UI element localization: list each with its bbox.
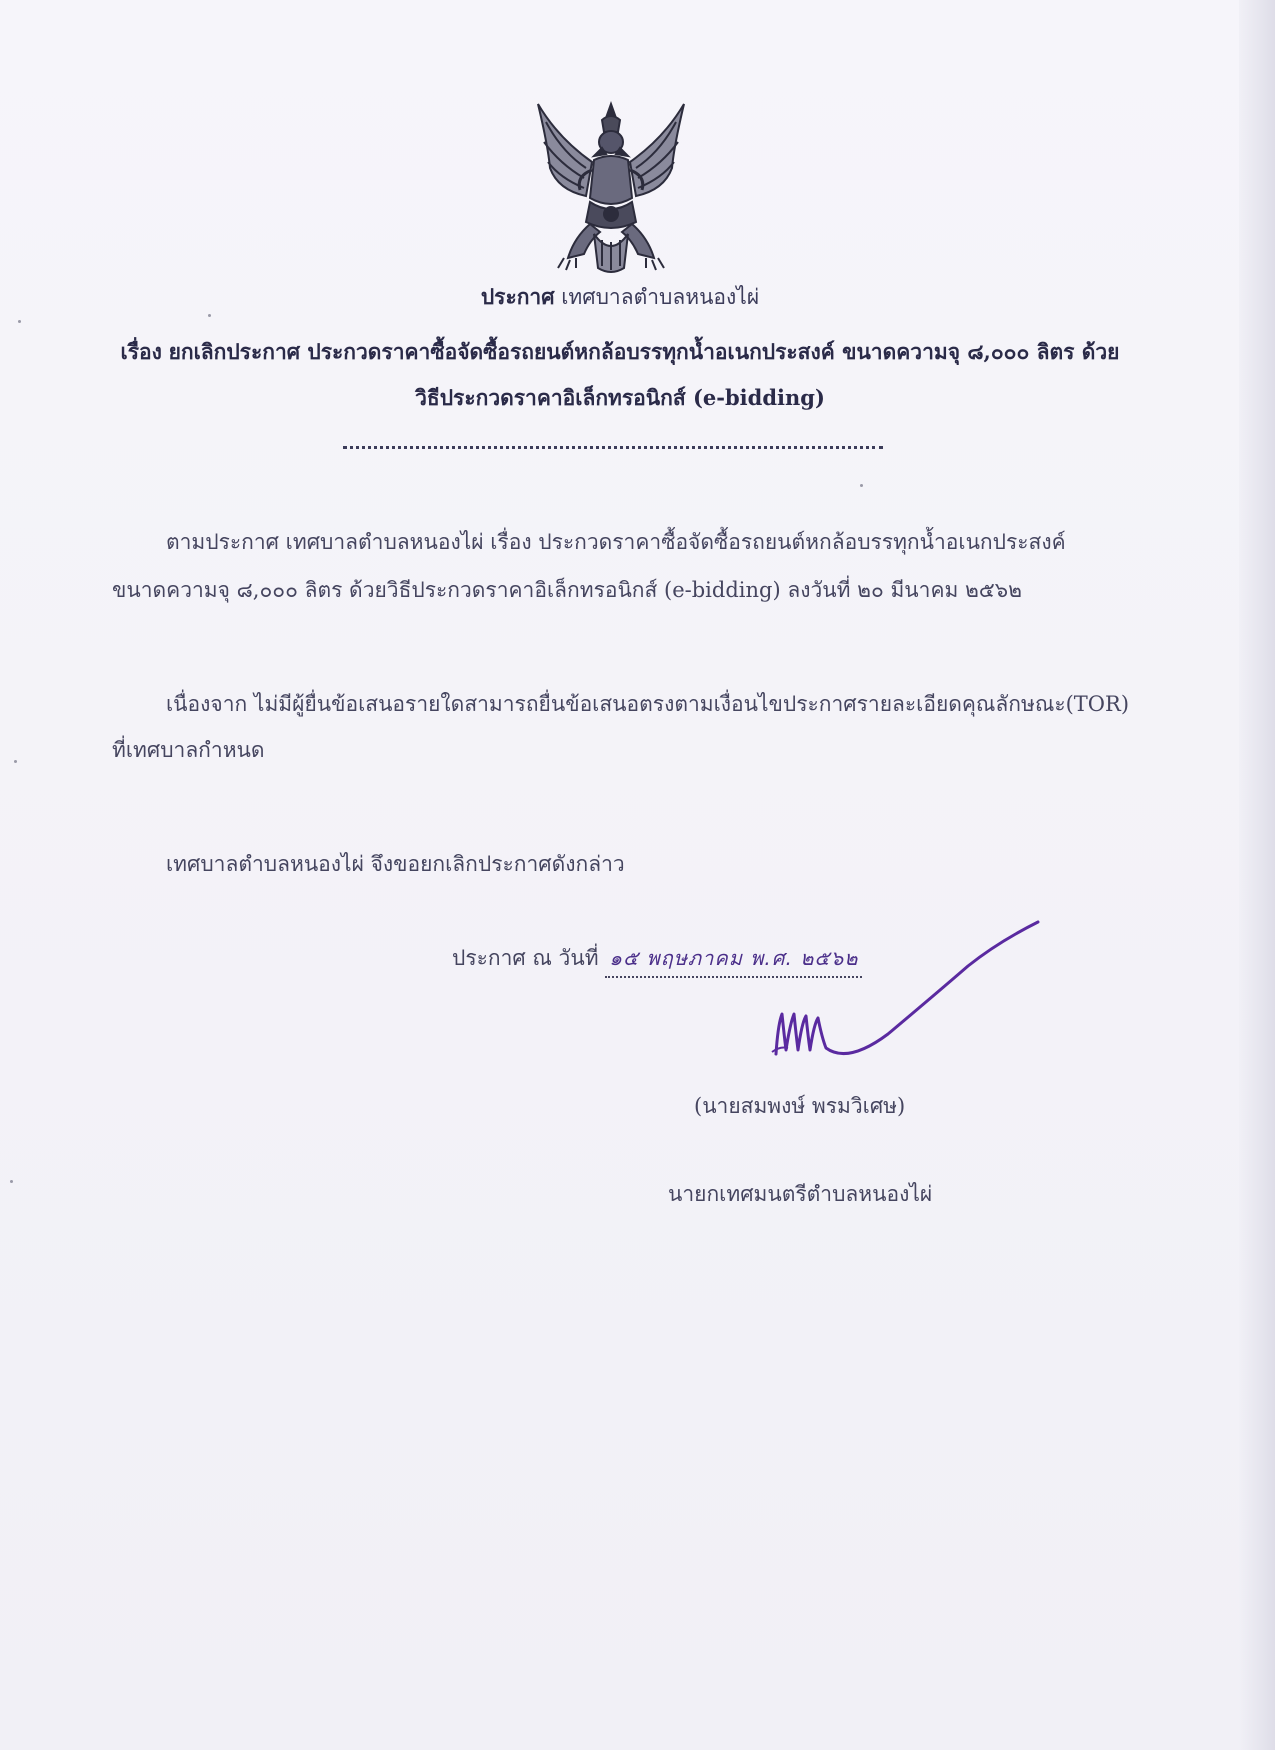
- paragraph-1-line-2: ขนาดความจุ ๘,๐๐๐ ลิตร ด้วยวิธีประกวดราคาอิเล็กทรอนิกส์ (e-bidding) ลงวันที่ ๒๐ มีนาคม ๒๕๖๒: [112, 578, 1022, 602]
- subject-text-2: วิธีประกวดราคาอิเล็กทรอนิกส์ (e-bidding): [415, 385, 825, 410]
- signer-position: นายกเทศมนตรีตำบลหนองไผ่: [668, 1182, 933, 1206]
- announcement-label: ประกาศ: [480, 284, 555, 309]
- subject-text-1: ยกเลิกประกาศ ประกวดราคาซื้อจัดซื้อรถยนต์หกล้อบรรทุกน้ำอเนกประสงค์ ขนาดความจุ ๘,๐๐๐ ลิตร ด้วย: [168, 339, 1120, 364]
- scan-edge: [1239, 0, 1275, 1750]
- handwritten-signature-icon: [768, 914, 1048, 1064]
- scan-speck: [860, 484, 863, 487]
- subject-line-2: [0, 385, 1240, 411]
- paragraph-2-line-1: [166, 692, 1176, 717]
- subject-label: เรื่อง: [120, 339, 162, 364]
- scan-speck: [208, 314, 211, 317]
- scan-speck: [10, 1180, 13, 1183]
- garuda-emblem-icon: [528, 98, 694, 276]
- announcement-title: [0, 284, 1240, 310]
- paragraph-2-text: ไม่มีผู้ยื่นข้อเสนอรายใดสามารถยื่นข้อเสนอตรงตามเงื่อนไขประกาศรายละเอียดคุณลักษณะ(TOR): [253, 692, 1130, 716]
- announce-date-value: ๑๕ พฤษภาคม พ.ศ. ๒๕๖๒: [605, 942, 862, 978]
- scan-speck: [14, 760, 17, 763]
- paragraph-3: เทศบาลตำบลหนองไผ่ จึงขอยกเลิกประกาศดังกล่าว: [166, 852, 625, 876]
- signer-name: (นายสมพงษ์ พรมวิเศษ): [694, 1094, 906, 1118]
- subject-line-1: [0, 339, 1240, 365]
- paragraph-2-label: เนื่องจาก: [166, 692, 248, 716]
- announce-date-label: ประกาศ ณ วันที่: [452, 946, 599, 970]
- paragraph-1-line-1: ตามประกาศ เทศบาลตำบลหนองไผ่ เรื่อง ประกวดราคาซื้อจัดซื้อรถยนต์หกล้อบรรทุกน้ำอเนกประสงค์: [166, 530, 1066, 554]
- scan-speck: [18, 320, 21, 323]
- separator-dotted-line: [343, 446, 883, 452]
- paragraph-2-line-2: ที่เทศบาลกำหนด: [112, 738, 265, 762]
- issuer-name: เทศบาลตำบลหนองไผ่: [561, 285, 760, 309]
